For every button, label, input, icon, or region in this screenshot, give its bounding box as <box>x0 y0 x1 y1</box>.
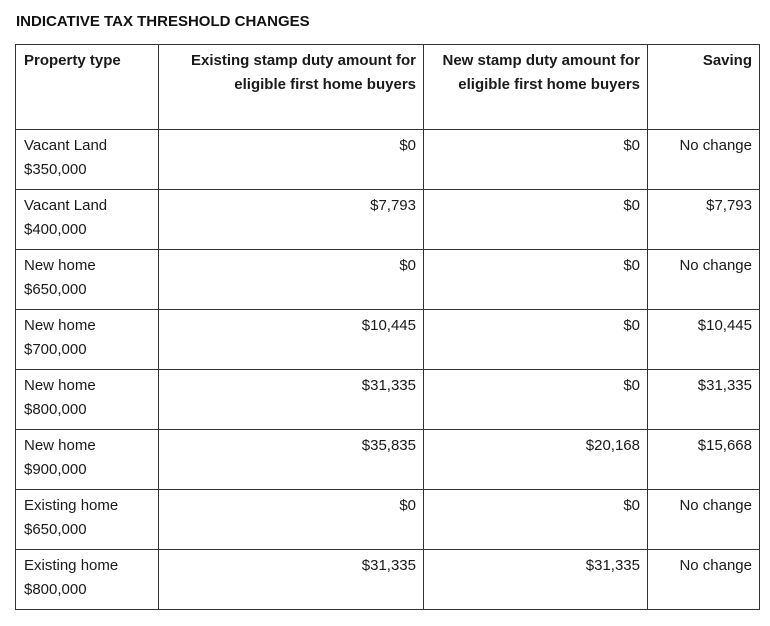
header-property-type: Property type <box>16 45 159 130</box>
property-type: Vacant Land <box>24 137 108 154</box>
table-header-row <box>16 45 760 130</box>
table-row <box>16 550 760 610</box>
property-value: $650,000 <box>24 281 87 298</box>
new-stamp-duty-cell: $0 <box>424 310 648 370</box>
table-row <box>16 190 760 250</box>
property-type-cell <box>16 550 159 610</box>
saving-cell: No change <box>648 550 760 610</box>
header-existing-stamp-duty: Existing stamp duty amount for eligible first home buyers <box>159 45 424 130</box>
saving-cell: No change <box>648 490 760 550</box>
existing-stamp-duty-cell: $35,835 <box>159 430 424 490</box>
property-type: New home <box>24 317 96 334</box>
property-type-cell <box>16 190 159 250</box>
saving-cell: No change <box>648 250 760 310</box>
new-stamp-duty-cell: $31,335 <box>424 550 648 610</box>
property-type: Vacant Land <box>24 197 108 214</box>
saving-cell: No change <box>648 130 760 190</box>
property-type: New home <box>24 257 96 274</box>
new-stamp-duty-cell: $0 <box>424 130 648 190</box>
property-type-cell <box>16 250 159 310</box>
property-type-cell <box>16 430 159 490</box>
tax-threshold-table <box>15 44 760 610</box>
existing-stamp-duty-cell: $31,335 <box>159 550 424 610</box>
property-type: Existing home <box>24 497 119 514</box>
table-row <box>16 370 760 430</box>
table-row <box>16 250 760 310</box>
property-value: $700,000 <box>24 341 87 358</box>
table-title: INDICATIVE TAX THRESHOLD CHANGES <box>16 13 310 30</box>
property-type-cell <box>16 310 159 370</box>
property-type-cell <box>16 490 159 550</box>
property-value: $350,000 <box>24 161 87 178</box>
property-type-cell <box>16 130 159 190</box>
new-stamp-duty-cell: $0 <box>424 250 648 310</box>
property-type: New home <box>24 437 96 454</box>
property-type: New home <box>24 377 96 394</box>
new-stamp-duty-cell: $0 <box>424 190 648 250</box>
property-value: $650,000 <box>24 521 87 538</box>
saving-cell: $10,445 <box>648 310 760 370</box>
saving-cell: $15,668 <box>648 430 760 490</box>
existing-stamp-duty-cell: $0 <box>159 490 424 550</box>
property-value: $800,000 <box>24 581 87 598</box>
table-row <box>16 310 760 370</box>
saving-cell: $7,793 <box>648 190 760 250</box>
table-row <box>16 430 760 490</box>
existing-stamp-duty-cell: $10,445 <box>159 310 424 370</box>
saving-cell: $31,335 <box>648 370 760 430</box>
existing-stamp-duty-cell: $7,793 <box>159 190 424 250</box>
header-new-stamp-duty: New stamp duty amount for eligible first home buyers <box>424 45 648 130</box>
new-stamp-duty-cell: $0 <box>424 370 648 430</box>
new-stamp-duty-cell: $20,168 <box>424 430 648 490</box>
existing-stamp-duty-cell: $0 <box>159 130 424 190</box>
existing-stamp-duty-cell: $0 <box>159 250 424 310</box>
new-stamp-duty-cell: $0 <box>424 490 648 550</box>
property-value: $800,000 <box>24 401 87 418</box>
property-type-cell <box>16 370 159 430</box>
header-saving: Saving <box>648 45 760 130</box>
property-type: Existing home <box>24 557 119 574</box>
property-value: $400,000 <box>24 221 87 238</box>
existing-stamp-duty-cell: $31,335 <box>159 370 424 430</box>
table-row <box>16 490 760 550</box>
table-row <box>16 130 760 190</box>
property-value: $900,000 <box>24 461 87 478</box>
